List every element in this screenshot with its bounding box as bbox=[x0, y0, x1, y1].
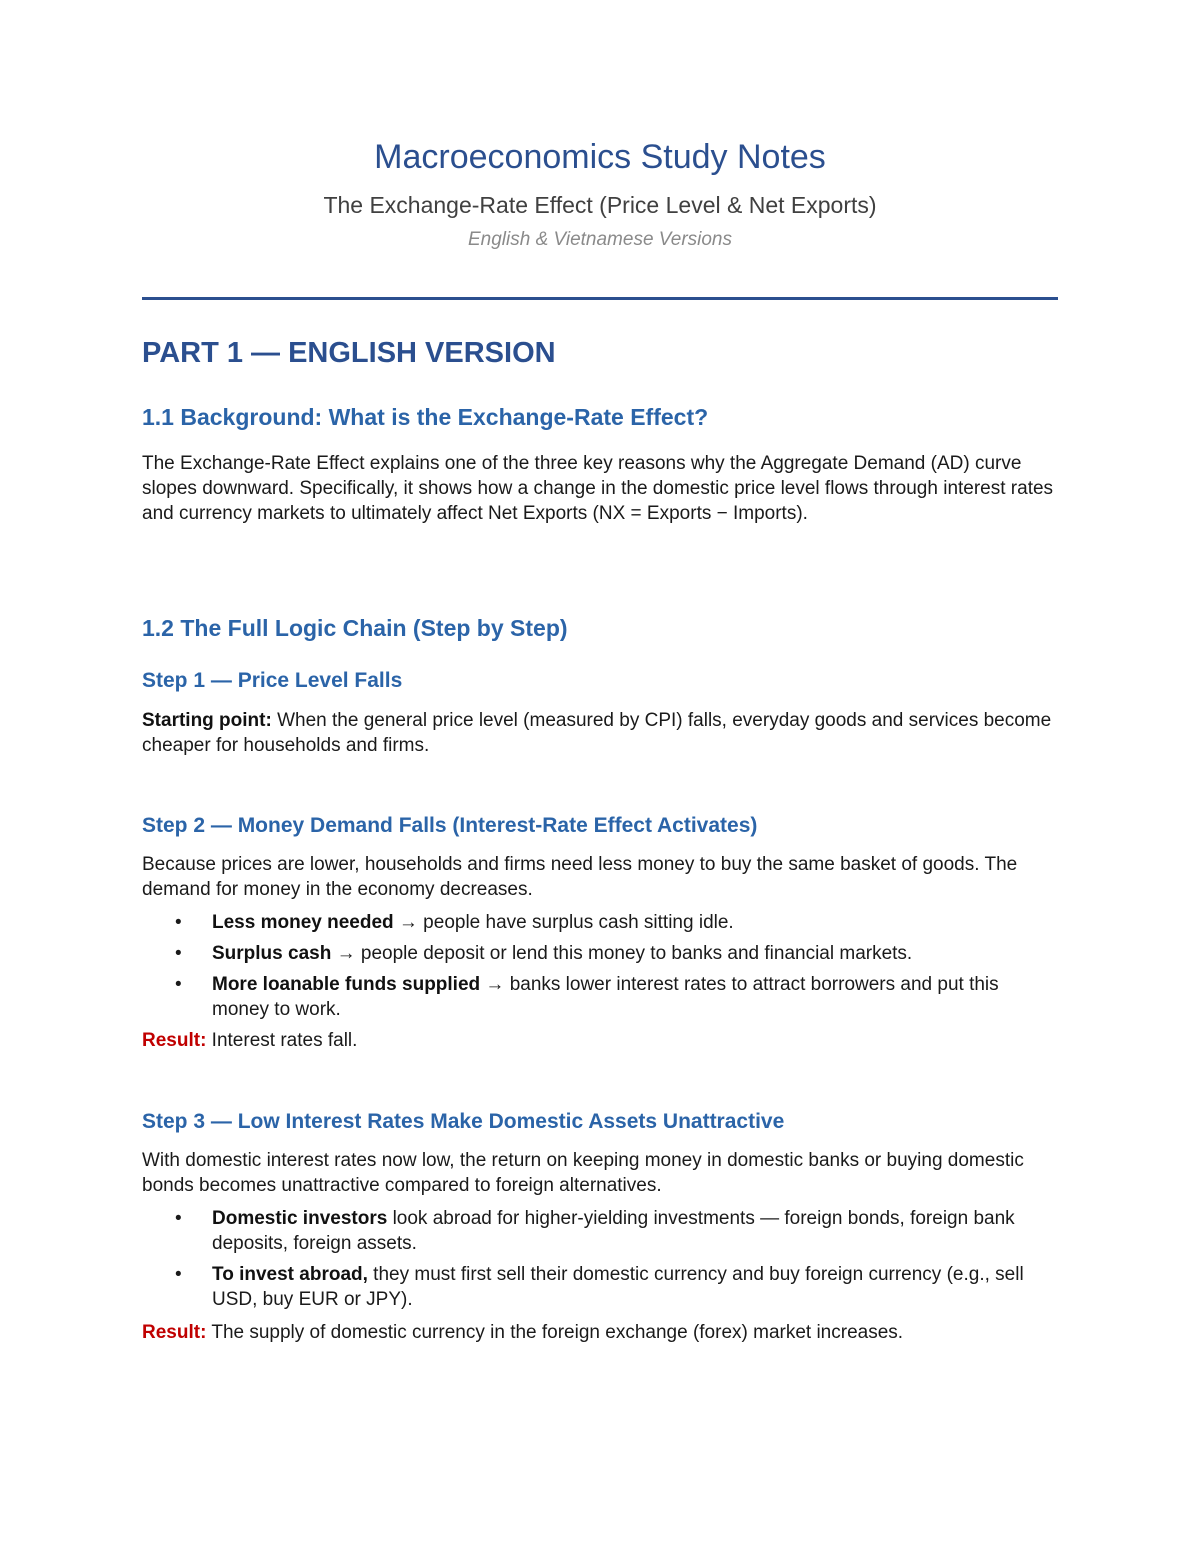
step-1-heading: Step 1 — Price Level Falls bbox=[142, 669, 403, 692]
list-item bbox=[142, 1206, 1058, 1256]
part-1-heading: PART 1 — ENGLISH VERSION bbox=[142, 337, 556, 369]
bullet-icon: • bbox=[175, 1208, 182, 1229]
section-1-1-body: The Exchange-Rate Effect explains one of the three key reasons why the Aggregate Demand (AD) curve slopes downward. Specifically, it shows how a change in the domestic price level flows through interest rates and currency markets to ultimately affect Net Exports (NX = Exports − Imports). bbox=[142, 453, 1054, 524]
bullet-label: Domestic investors bbox=[212, 1208, 388, 1229]
step-3-bullets bbox=[142, 1206, 1058, 1318]
list-item bbox=[142, 1262, 1058, 1312]
step-1-lead-label: Starting point: bbox=[142, 710, 272, 731]
bullet-label: Surplus cash bbox=[212, 943, 332, 964]
result-text: Interest rates fall. bbox=[206, 1030, 358, 1051]
list-item bbox=[142, 910, 1058, 935]
version-note: English & Vietnamese Versions bbox=[467, 229, 733, 250]
bullet-label: Less money needed bbox=[212, 912, 394, 933]
bullet-text: look abroad for higher-yielding investments — foreign bonds, foreign bank deposits, foreign assets. bbox=[212, 1208, 1015, 1254]
section-1-1-heading: 1.1 Background: What is the Exchange-Rate Effect? bbox=[142, 404, 709, 430]
result-label: Result: bbox=[142, 1030, 207, 1051]
document-title: Macroeconomics Study Notes bbox=[374, 138, 826, 176]
bullet-icon: • bbox=[175, 912, 182, 933]
step-2-body: Because prices are lower, households and firms need less money to buy the same basket of goods. The demand for money in the economy decreases. bbox=[142, 854, 1018, 900]
bullet-icon: • bbox=[175, 943, 182, 964]
step-3-result bbox=[142, 1320, 1058, 1345]
section-1-2-heading: 1.2 The Full Logic Chain (Step by Step) bbox=[142, 615, 568, 641]
bullet-label: To invest abroad, bbox=[212, 1264, 368, 1285]
step-2-bullets bbox=[142, 910, 1058, 1028]
bullet-text: → people deposit or lend this money to banks and financial markets. bbox=[331, 943, 913, 964]
result-label: Result: bbox=[142, 1322, 207, 1343]
document-subtitle: The Exchange-Rate Effect (Price Level & Net Exports) bbox=[323, 192, 877, 218]
bullet-icon: • bbox=[175, 974, 182, 995]
step-3-body: With domestic interest rates now low, the return on keeping money in domestic banks or buying domestic bonds becomes unattractive compared to foreign alternatives. bbox=[142, 1150, 1024, 1196]
step-2-result bbox=[142, 1028, 1058, 1053]
list-item bbox=[142, 972, 1058, 1022]
step-1-lead-text: When the general price level (measured by CPI) falls, everyday goods and services become cheaper for households and firms. bbox=[142, 710, 1052, 756]
step-2-heading: Step 2 — Money Demand Falls (Interest-Rate Effect Activates) bbox=[142, 814, 758, 837]
header-divider bbox=[142, 297, 1058, 300]
bullet-text: → people have surplus cash sitting idle. bbox=[393, 912, 734, 933]
result-text: The supply of domestic currency in the foreign exchange (forex) market increases. bbox=[206, 1322, 904, 1343]
bullet-text: they must first sell their domestic currency and buy foreign currency (e.g., sell USD, buy EUR or JPY). bbox=[212, 1264, 1024, 1310]
list-item bbox=[142, 941, 1058, 966]
step-1-body bbox=[142, 708, 1058, 758]
bullet-label: More loanable funds supplied bbox=[212, 974, 481, 995]
step-3-heading: Step 3 — Low Interest Rates Make Domestic Assets Unattractive bbox=[142, 1110, 785, 1133]
bullet-icon: • bbox=[175, 1264, 182, 1285]
bullet-text: → banks lower interest rates to attract borrowers and put this money to work. bbox=[212, 974, 999, 1020]
